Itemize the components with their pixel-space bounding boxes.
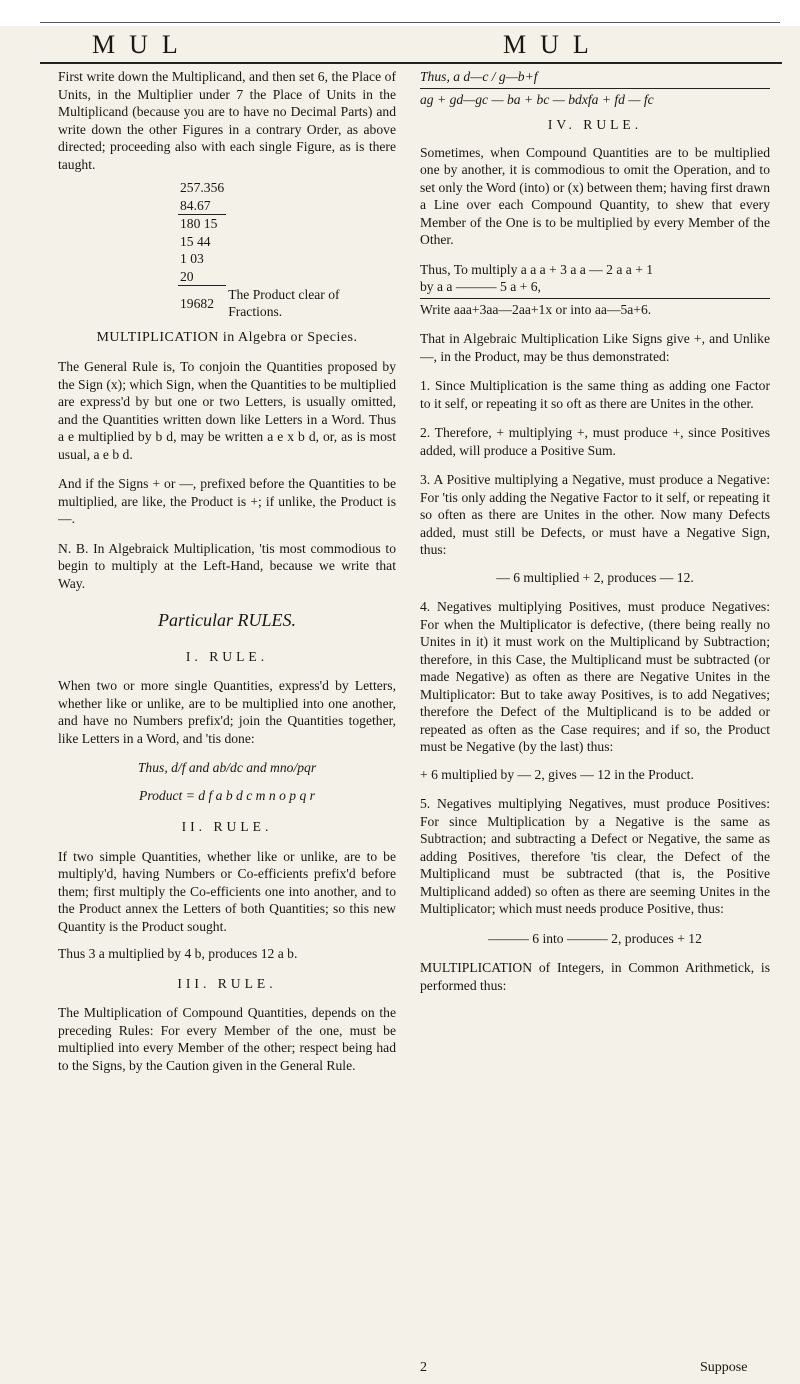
section-title: MULTIPLICATION in Algebra or Species. bbox=[96, 329, 358, 345]
header-rule bbox=[40, 62, 782, 64]
rule-4-heading: IV. RULE. bbox=[547, 117, 643, 132]
proof-5: 5. Negatives multiplying Negatives, must produce Positives: For since Multiplication by a Negative is the same as Subtraction; and subtracting a Defect or Negative, the same as adding Positives, therefore 'tis clear, the Defect of the Multiplicand must be subtracted (that is, the Positive Multiplicand added) so often as there are seeming Unites in the Multiplicator; which must needs produce Positive, thus: bbox=[420, 796, 770, 916]
example-4: + 6 multiplied by — 2, gives — 12 in the Product. bbox=[420, 766, 694, 782]
general-rule: The General Rule is, To conjoin the Quantities proposed by the Sign (x); which Sign, when the Quantities to be multiplied are express'd by but one or two Letters, is usually omitted, and the Quantities written down like Letters in a Word. Thus a e multiplied by b d, may be written a e x b d, or, as is most usual, a e b d. bbox=[58, 359, 396, 462]
rule-1-text: When two or more single Quantities, express'd by Letters, whether like or unlike, are to be multiplied into one another, and have no Numbers prefix'd; join the Quantities together, like Letters in a Word, and 'tis done: bbox=[58, 678, 396, 746]
rule-3-text: The Multiplication of Compound Quantities, depends on the preceding Rules: For every Member of the one, must be multiplied into every Member of the other; respect being had to the Signs, by the Caution given in the General Rule. bbox=[58, 1005, 396, 1073]
multiply-example-1: Thus, To multiply a a a + 3 a a — 2 a a + 1 bbox=[420, 261, 654, 277]
first-paragraph: First write down the Multiplicand, and then set 6, the Place of Units, in the Multiplier under 7 the Place of Units in the Multiplicand (because you are to have no Decimal Parts) and write down the other Figures in a contrary Order, as above directed; proceeding also with each single Figure, as is there taught. bbox=[58, 69, 396, 172]
rule-2-text: If two simple Quantities, whether like or unlike, are to be multiply'd, having Numbers or Co-efficients prefix'd before them; first multiply the Co-efficients one into another, and to the Product annex the Letters of both Quantities; so this new Quantity is the Product sought. bbox=[58, 848, 396, 934]
multiply-example-2: by a a ——— 5 a + 6, bbox=[420, 279, 541, 294]
integers-heading: MULTIPLICATION of Integers, in Common Arithmetick, is performed thus: bbox=[420, 960, 770, 993]
example-3: — 6 multiplied + 2, produces — 12. bbox=[496, 569, 694, 585]
partial-product-3: 1 03 bbox=[180, 251, 204, 266]
proof-2: 2. Therefore, + multiplying +, must produce +, since Positives added, will produce a Positive Sum. bbox=[420, 425, 770, 458]
nota-bene: N. B. In Algebraick Multiplication, 'tis most commodious to begin to multiply at the Left-Hand, because we write that Way. bbox=[58, 540, 396, 591]
thus-fraction: Thus, a d—c / g—b+f bbox=[420, 69, 538, 84]
rule-1-product: Product = d f a b d c m n o p q r bbox=[139, 787, 315, 803]
rule-4-text: Sometimes, when Compound Quantities are to be multiplied one by another, it is commodious to omit the Operation, and to set only the Word (into) or (x) between them; having first drawn a Line over each Compound Quantity, to shew that every Member of the One is to be multiplied by every Member of the Other. bbox=[420, 144, 770, 247]
rule-2-heading: II. RULE. bbox=[181, 819, 273, 834]
catchword: Suppose bbox=[700, 1360, 748, 1375]
particular-rules-title: Particular RULES. bbox=[158, 610, 296, 630]
rule-2-example: Thus 3 a multiplied by 4 b, produces 12 a b. bbox=[58, 946, 298, 961]
multiplier: 84.67 bbox=[178, 197, 226, 215]
proof-1: 1. Since Multiplication is the same thing as adding one Factor to it self, or repeating it so oft as there are Unites in the other. bbox=[420, 378, 770, 411]
rule-1-heading: I. RULE. bbox=[185, 648, 269, 664]
rule-1-example: Thus, d/f and ab/dc and mno/pqr bbox=[137, 760, 317, 775]
write-line: Write aaa+3aa—2aa+1x or into aa—5a+6. bbox=[420, 301, 652, 317]
partial-product-2: 15 44 bbox=[180, 233, 211, 249]
product-note: The Product clear of Fractions. bbox=[228, 286, 340, 319]
fraction-rule bbox=[420, 88, 770, 89]
top-rule bbox=[40, 22, 780, 23]
signs-rule: And if the Signs + or —, prefixed before the Quantities to be multiplied, are like, the Product is +; if unlike, the Product is —. bbox=[58, 476, 396, 526]
running-head-left: MUL bbox=[92, 30, 192, 59]
example-5: ——— 6 into ——— 2, produces + 12 bbox=[488, 930, 702, 946]
product-total: 19682 bbox=[180, 295, 214, 311]
partial-product-4: 20 bbox=[178, 268, 226, 286]
running-head-right: MUL bbox=[503, 30, 603, 59]
page-number: 2 bbox=[420, 1360, 427, 1375]
expanded-result: ag + gd—gc — ba + bc — bdxfa + fd — fc bbox=[420, 91, 654, 107]
demonstration-intro: That in Algebraic Multiplication Like Signs give +, and Unlike —, in the Product, may be thus demonstrated: bbox=[420, 331, 770, 364]
partial-product-1: 180 15 bbox=[180, 216, 218, 231]
proof-3: 3. A Positive multiplying a Negative, must produce a Negative: For 'tis only adding the Negative Factor to it self, or repeating it so often as there are Unites in the other. Now many Defects added, must still be Defects, or must have a Negative Sign, thus: bbox=[420, 472, 770, 557]
left-column bbox=[58, 68, 396, 1074]
rule-3-heading: III. RULE. bbox=[177, 975, 277, 991]
right-column bbox=[420, 68, 770, 994]
proof-4: 4. Negatives multiplying Positives, must produce Negatives: For when the Multiplicator is defective, (there being really no Unites in it) it must work on the Multiplicand by Subtraction; therefore, in this Case, the Multiplicand must be subtracted (or made Negative) as often as there are Negative Unites in the Multiplicator: But to take away Positives, is to add Negatives; therefore the Defect of the Multiplicand is to be added or repeated as often as the Case requires; and if so, the Product must be Negative (by the last) thus: bbox=[420, 599, 770, 754]
example-rule bbox=[420, 298, 770, 299]
multiplicand: 257.356 bbox=[180, 180, 225, 195]
multiplication-work bbox=[178, 179, 396, 321]
